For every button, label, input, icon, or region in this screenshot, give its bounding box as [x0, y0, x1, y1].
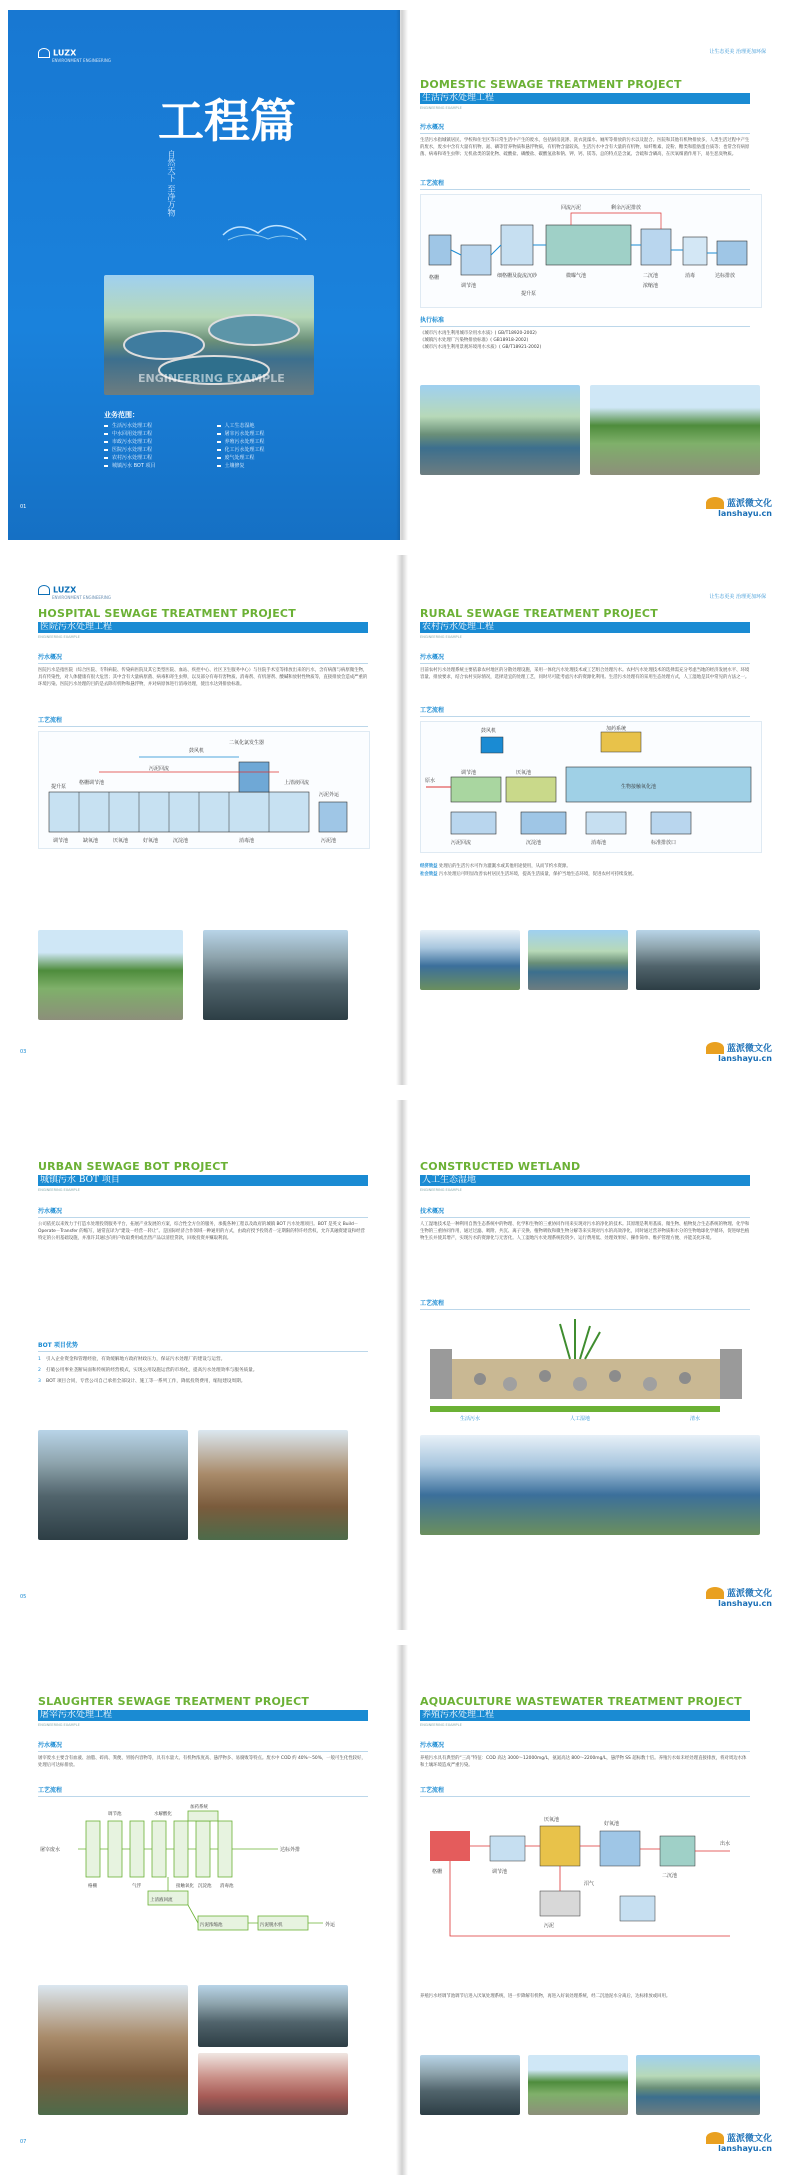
diagram-label: 好氧池 [143, 838, 159, 844]
diagram-label: 污泥外运 [319, 792, 340, 798]
cover-title: 工程篇 [158, 94, 296, 148]
section-process: 工艺流程 [420, 1298, 750, 1310]
spread-4 [8, 1645, 792, 2175]
diagram-label: 沉淀池 [198, 1884, 212, 1889]
top-links: 让生态更美 治理更加环保 [709, 49, 766, 55]
page-title: CONSTRUCTED WETLAND 人工生态湿地 ENGINEERING EXAMPLE [420, 1160, 750, 1192]
diagram-label: 二沉池 [662, 1873, 678, 1879]
page-title: HOSPITAL SEWAGE TREATMENT PROJECT 医院污水处理工程 ENGINEERING EXAMPLE [38, 607, 368, 639]
diagram-label: 生物接触氧化池 [621, 784, 657, 790]
diagram-label: 污泥 [544, 1923, 555, 1929]
section-process: 工艺流程 [38, 715, 368, 727]
scope-list [104, 422, 324, 470]
brand-mark: 蓝派微文化 lanshayu.cn [706, 496, 772, 519]
section-benefits: 经济效益 处理后的生活污水可作为灌溉水或其他用途使用，从而节约水资源。 社会效益 污水处理后可明显改善农村居民生活环境，提高生活质量，保护当地生态环境，促进农村可持续发展。 [420, 864, 637, 877]
scope-item: 中水回用处理工程 [104, 430, 212, 438]
diagram-label: 鼓风机 [481, 728, 497, 734]
page-title: DOMESTIC SEWAGE TREATMENT PROJECT 生活污水处理工程 ENGINEERING EXAMPLE [420, 78, 750, 110]
diagram-label: 水解酸化 [154, 1812, 172, 1817]
diagram-label: 调节池 [492, 1869, 508, 1875]
diagram-label: 格栅 [429, 275, 440, 281]
bullet-item: 3 BOT 项目合同，专营公司自己承担全部设计、施工等一系列工作，降低投资费用，缩短建设周期。 [38, 1379, 246, 1384]
diagram-label: 标准排放口 [651, 840, 677, 846]
section-overview: 污水概况 养殖污水具有典型的“三高”特征：COD 高达 3000～12000mg/L，氨氮高达 800～2200mg/L，悬浮物 SS 超标数十倍。养殖污水如未经处理直接排放，将对周边水体和土壤环境造成严重污染。 [420, 1740, 750, 1769]
page-number: 05 [20, 1594, 27, 1600]
diagram-label: 鼓风机 [189, 748, 205, 754]
diagram-label: 二沉池 [643, 273, 659, 279]
bullet-item: 1 引入企业资金和管理经验，有效缓解地方政府财政压力，保证污水处理厂的建设与运营。 [38, 1357, 226, 1362]
section-overview: 技术概况 人工湿地技术是一种利用自然生态系统中的物理、化学和生物的三重协同作用来实现对污水的净化的技术。其原理是利用基质、微生物、植物复合生态系统的物理、化学和生物的三重协同作用，通过过滤、吸附、共沉、离子交换、植物吸收和微生物分解等来实现对污水的高效净化，同时通过营养物质和水分的生物地球化学循环，促进绿色植物生长并使其增产，实现污水的资源化与无害化。人工湿地污水处理系统投资少、运行费用低、处理效果好、操作简单、维护管理方便、并能美化环境。 [420, 1208, 750, 1242]
scope-item: 市政污水处理工程 [104, 438, 212, 446]
diagram-label: 调节池 [108, 1812, 122, 1817]
wetland-page [400, 1100, 792, 1630]
logo: LUZX ENVIRONMENT ENGINEERING [38, 585, 111, 600]
diagram-label: 上清液回流 [150, 1898, 173, 1903]
scope-item: 土壤修复 [217, 462, 325, 470]
diagram-label: 缺氧池 [83, 838, 99, 844]
domestic-page [400, 10, 792, 540]
diagram-label: 沼气 [584, 1881, 595, 1887]
scope-item: 养殖污水处理工程 [217, 438, 325, 446]
page-number: 03 [20, 1049, 27, 1055]
diagram-label: 浓缩池 [643, 283, 659, 289]
page-number: 07 [20, 2139, 27, 2145]
diagram-label: 原水 [425, 778, 436, 784]
scope-item: 医院污水处理工程 [104, 446, 212, 454]
brand-logo-icon [706, 497, 724, 509]
diagram-label: 消毒池 [591, 840, 607, 846]
diagram-label: 厌氧池 [516, 770, 532, 776]
scope-title: 业务范围： [104, 411, 139, 419]
cloud-ornament-icon [218, 215, 308, 245]
section-process: 工艺流程 [420, 1785, 750, 1797]
diagram-label: 二氧化氯发生器 [229, 740, 265, 746]
brand-logo-icon [706, 2132, 724, 2144]
diagram-label: 细格栅及旋流沉砂 [497, 273, 538, 279]
scope-item: 废气处理工程 [217, 454, 325, 462]
scope-item: 化工污水处理工程 [217, 446, 325, 454]
section-overview: 污水概况 生活污水指城镇居民、学校和住宅区等日常生活中产生的废水，包括厨房洗涤、洗衣洗澡水、厕所等排放的污水以及混合。医院和其他有机物排放多，人类生活过程中产生的废水，废水中含有大量有机物、氮、磷等营养物质和悬浮物质，有机物含量较高，生活污水中含有大量的有机物，如纤维素、淀粉、糖类和脂肪蛋白质等；也常含有病原菌、病毒和寄生虫卵；无机盐类的氯化物、硫酸盐、磷酸盐、碳酸氢盐和钠、钾、钙、镁等。总的特点是含氮、含硫和含磷高，在厌氧细菌作用下，易生恶臭物质。 [420, 124, 750, 158]
project-photo [528, 930, 628, 990]
process-diagram [38, 1801, 368, 1956]
page-title: SLAUGHTER SEWAGE TREATMENT PROJECT 屠宰污水处理工程 ENGINEERING EXAMPLE [38, 1695, 368, 1727]
project-photo [38, 930, 183, 1020]
project-photo [198, 1430, 348, 1540]
page-title: URBAN SEWAGE BOT PROJECT 城镇污水 BOT 项目 ENGINEERING EXAMPLE [38, 1160, 368, 1192]
cover-slogan: 自然天下 至净万物 [167, 150, 176, 217]
section-description: 养殖污水经调节池调节后进入厌氧处理系统，进一步降解有机物，再进入好氧处理系统，经二沉池泥水分离后，达标排放或回用。 [420, 1994, 671, 1999]
diagram-label: 消毒池 [220, 1884, 234, 1889]
aquaculture-page [400, 1645, 792, 2175]
diagram-label: 加药系统 [606, 726, 627, 732]
page-title: RURAL SEWAGE TREATMENT PROJECT 农村污水处理工程 ENGINEERING EXAMPLE [420, 607, 750, 639]
section-standards: 执行标准 《城市污水再生利用城市杂用水水质》( GB/T18920-2002) 《城镇污水处理厂污染物排放标准》( GB18918-2002) 《城市污水再生利用景观环境用水水质》( GB/T18921-2002) [420, 315, 750, 352]
section-bot-advantages: BOT 项目优势 1 引入企业资金和管理经验，有效缓解地方政府财政压力，保证污水处理厂的建设与运营。 2 打破公用事业垄断局面和传统的经营模式，实现公用设施运营的市场化，提高污水处理效率与服务质量。 3 BOT 项目合同，专营公司自己承担全部设计、施工等一系列工作，降低投资费用，缩短建设周期。 [38, 1340, 368, 1385]
diagram-label: 沉淀池 [173, 838, 189, 844]
project-photo [420, 930, 520, 990]
brand-logo-icon [706, 1587, 724, 1599]
diagram-label: 调节池 [53, 838, 69, 844]
hospital-page [8, 555, 400, 1085]
diagram-label: 屠宰废水 [40, 1847, 61, 1853]
scope-item: 屠宰污水处理工程 [217, 430, 325, 438]
standard-item: 《城市污水再生利用景观环境用水水质》( GB/T18921-2002) [420, 345, 542, 351]
scope-item: 生活污水处理工程 [104, 422, 212, 430]
section-process: 工艺流程 [420, 178, 750, 190]
top-links: 让生态更美 治理更加环保 [709, 594, 766, 600]
diagram-label: 调节池 [461, 283, 477, 289]
brand-mark: 蓝派微文化 lanshayu.cn [706, 2131, 772, 2154]
engineering-example-text: ENGINEERING EXAMPLE [138, 372, 285, 385]
project-photo [38, 1430, 188, 1540]
diagram-label: 提升泵 [51, 784, 67, 790]
section-process: 工艺流程 [420, 705, 750, 717]
cover-page [8, 10, 400, 540]
project-photo [636, 930, 760, 990]
brand-logo-icon [706, 1042, 724, 1054]
diagram-label: 接触氧化 [176, 1884, 194, 1889]
flow-label: 清水 [690, 1416, 701, 1422]
logo-icon [38, 48, 50, 58]
diagram-label: 达标排放 [715, 273, 736, 279]
project-photo [420, 2055, 520, 2115]
section-process: 工艺流程 [38, 1785, 368, 1797]
diagram-label: 格栅 [432, 1869, 443, 1875]
diagram-label: 剩余污泥排放 [611, 205, 642, 211]
scope-item: 城镇污水 BOT 项目 [104, 462, 212, 470]
section-overview: 污水概况 目前农村污水处理系统主要依靠农村地区的分散处理设施，采用一体化污水处理技术或工艺组合处理污水。农村污水处理技术的选择需充分考虑当地的经济发展水平、环境容量、排放要求，结合农村实际情况，选择适宜的处理工艺，同时尽可能考虑污水的资源化利用。生活污水处理有的采用生态处理方式，人工湿地是其中常见的方法之一。 [420, 654, 750, 681]
project-photo [203, 930, 348, 1020]
project-photo [420, 385, 580, 475]
logo-icon [38, 585, 50, 595]
standard-item: 《城镇污水处理厂污染物排放标准》( GB18918-2002) [420, 338, 529, 344]
scope-item: 人工生态湿地 [217, 422, 325, 430]
process-diagram [420, 194, 762, 308]
project-photo [636, 2055, 760, 2115]
process-diagram [420, 1801, 760, 1951]
section-overview: 污水概况 公司依托以来致力于打造水处理投资服务平台，拓展产业发展的方案，综合性全方位的服务，承揽各种工程以及政府的城镇 BOT 污水处理项目。BOT 是英文 Build－Operate－Transfer 的缩写，通常直译为“建设－经营－转让”。是国际经济合作领域一种通用的方式，由政府授予投资者一定期限的特许经营权，允许其融资建设和经营特定的公用基础设施，并准许其通过向用户收取费用或出售产品以清偿贷款，回收投资并赚取利润。 [38, 1206, 368, 1243]
diagram-label: 气浮 [132, 1884, 141, 1889]
scope-item: 农村污水处理工程 [104, 454, 212, 462]
diagram-label: 污泥脱水机 [260, 1923, 283, 1928]
page-number: 01 [20, 504, 27, 510]
diagram-label: 达标外排 [280, 1847, 301, 1853]
diagram-label: 厌氧池 [113, 838, 129, 844]
project-photo [420, 1435, 760, 1535]
brand-mark: 蓝派微文化 lanshayu.cn [706, 1586, 772, 1609]
flow-label: 生活污水 [460, 1416, 481, 1422]
project-photo [198, 1985, 348, 2047]
diagram-label: 提升泵 [521, 291, 537, 297]
diagram-label: 加药系统 [190, 1805, 208, 1810]
project-photo [528, 2055, 628, 2115]
flow-label: 人工湿地 [570, 1416, 591, 1422]
urban-page [8, 1100, 400, 1630]
spread-3 [8, 1100, 792, 1630]
rural-page [400, 555, 792, 1085]
diagram-label: 污泥池 [321, 838, 337, 844]
standard-item: 《城市污水再生利用城市杂用水水质》( GB/T18920-2002) [420, 331, 537, 336]
diagram-label: 上清液回流 [284, 780, 310, 786]
diagram-label: 调节池 [461, 770, 477, 776]
diagram-label: 出水 [720, 1841, 731, 1847]
diagram-label: 污泥回流 [451, 840, 472, 846]
diagram-label: 消毒 [685, 273, 696, 279]
diagram-label: 污泥浓缩池 [200, 1923, 223, 1928]
page-title: AQUACULTURE WASTEWATER TREATMENT PROJECT 养殖污水处理工程 ENGINEERING EXAMPLE [420, 1695, 750, 1727]
diagram-label: 回流污泥 [561, 205, 582, 211]
diagram-label: 格栅 [88, 1884, 97, 1889]
diagram-label: 厌氧池 [544, 1817, 560, 1823]
spread-1 [8, 10, 792, 540]
logo: LUZX ENVIRONMENT ENGINEERING [38, 48, 111, 63]
diagram-label: 沉淀池 [526, 840, 542, 846]
spread-2 [8, 555, 792, 1085]
diagram-label: 污泥回流 [149, 766, 170, 772]
diagram-label: 格栅调节池 [79, 780, 105, 786]
diagram-label: 好氧池 [604, 1821, 620, 1827]
project-photo [38, 1985, 188, 2115]
brand-mark: 蓝派微文化 lanshayu.cn [706, 1041, 772, 1064]
diagram-label: 微曝气池 [566, 273, 587, 279]
wetland-diagram [420, 1314, 760, 1424]
diagram-label: 外运 [325, 1922, 336, 1928]
bullet-item: 2 打破公用事业垄断局面和传统的经营模式，实现公用设施运营的市场化，提高污水处理效率与服务质量。 [38, 1368, 258, 1373]
slaughter-page [8, 1645, 400, 2175]
section-overview: 污水概况 屠宰废水主要含有血液、油脂、碎肉、粪便、胃肠内容物等，具有水量大、有机物浓度高、悬浮物多、易腐败等特点。废水中 COD 约 40%～50%，一般可生化性较好，处理后可达标排放。 [38, 1740, 368, 1769]
diagram-label: 消毒池 [239, 838, 255, 844]
section-overview: 污水概况 医院污水是指医院（综合医院、专科病院、传染病医院及其它类型医院、血站、疾控中心、社区卫生服务中心）与住院手术室等排放出来的污水，含有病菌与病原微生物，具有传染性，对人体健康有很大危害；其中含有大量病原菌、病毒和寄生虫卵，以及部分有毒有害物质、消毒剂、有机溶剂、酸碱和放射性物质等，直接排放会造成严重的环境污染。医院污水处理的目的是去除有机物和悬浮物，并对病原体进行消毒处理，使出水达到排放标准。 [38, 654, 368, 688]
project-photo [198, 2053, 348, 2115]
process-diagram [38, 731, 370, 849]
process-diagram [420, 721, 762, 853]
project-photo [590, 385, 760, 475]
